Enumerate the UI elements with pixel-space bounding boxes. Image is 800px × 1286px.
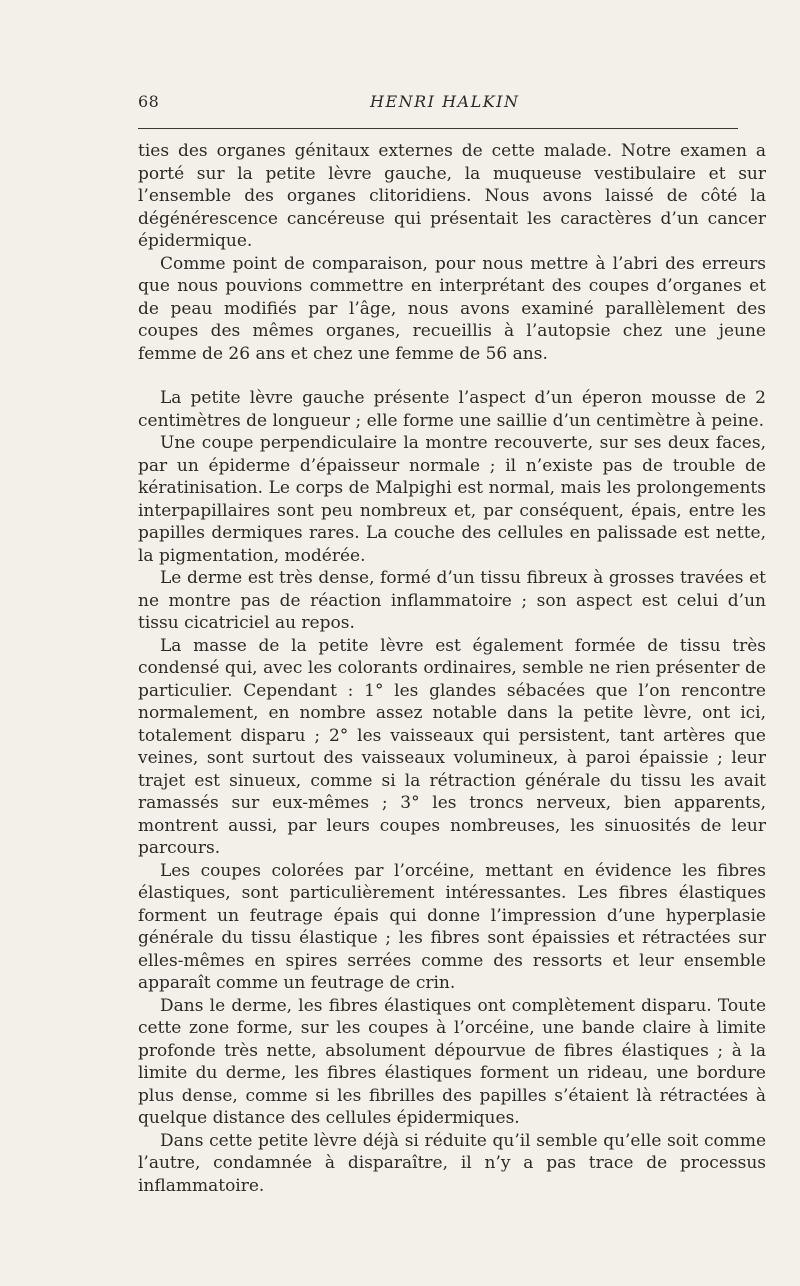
- paragraph: Comme point de comparaison, pour nous mettre à l’abri des erreurs que nous pouvions commettre en interprétant des coupes d’organes et de peau modifiés par l’âge, nous avons examiné parallèlement des coupes des mêmes organes, recueillis à l’autopsie chez une jeune femme de 26 ans et chez une femme de 56 ans.: [138, 253, 766, 364]
- page-number: 68: [138, 92, 160, 111]
- page-header: [138, 92, 738, 116]
- paragraph: La petite lèvre gauche présente l’aspect d’un éperon mousse de 2 centimètres de longueur ; elle forme une saillie d’un centimètre à peine.: [138, 388, 766, 431]
- paragraph: Dans le derme, les fibres élastiques ont complètement disparu. Toute cette zone forme, sur les coupes à l’orcéine, une bande claire à limite profonde très nette, absolument dépourvue de fibres élastiques ; à la limite du derme, les fibres élastiques forment un rideau, une bordure plus dense, comme si les fibrilles des papilles s’étaient là rétractées à quelque distance des cellules épidermiques.: [138, 995, 766, 1128]
- paragraph: Les coupes colorées par l’orcéine, mettant en évidence les fibres élastiques, sont particulièrement intéressantes. Les fibres élastiques forment un feutrage épais qui donne l’impression d’une hyperplasie générale du tissu élastique ; les fibres sont épaissies et rétractées sur elles-mêmes en spires serrées comme des ressorts et leur ensemble apparaît comme un feutrage de crin.: [138, 860, 766, 993]
- body-text: [138, 140, 766, 1197]
- paragraph: Une coupe perpendiculaire la montre recouverte, sur ses deux faces, par un épiderme d’épaisseur normale ; il n’existe pas de trouble de kératinisation. Le corps de Malpighi est normal, mais les prolongements interpapillaires sont peu nombreux et, par conséquent, épais, entre les papilles dermiques rares. La couche des cellules en palissade est nette, la pigmentation, modérée.: [138, 433, 766, 566]
- paragraph: ties des organes génitaux externes de cette malade. Notre examen a porté sur la petite lèvre gauche, la muqueuse vestibulaire et sur l’ensemble des organes clitoridiens. Nous avons laissé de côté la dégénérescence cancéreuse qui présentait les caractères d’un cancer épidermique.: [138, 141, 766, 251]
- paragraph: Le derme est très dense, formé d’un tissu fibreux à grosses travées et ne montre pas de réaction inflammatoire ; son aspect est celui d’un tissu cicatriciel au repos.: [138, 568, 766, 633]
- running-title: HENRI HALKIN: [370, 92, 520, 111]
- paragraph: La masse de la petite lèvre est également formée de tissu très condensé qui, avec les colorants ordinaires, semble ne rien présenter de particulier. Cependant : 1° les glandes sébacées que l’on rencontre normalement, en nombre assez notable dans la petite lèvre, ont ici, totalement disparu ; 2° les vaisseaux qui persistent, tant artères que veines, sont surtout des vaisseaux volumineux, à paroi épaissie ; leur trajet est sinueux, comme si la rétraction générale du tissu les avait ramassés sur eux-mêmes ; 3° les troncs nerveux, bien apparents, montrent aussi, par leurs coupes nombreuses, les sinuosités de leur parcours.: [138, 635, 766, 858]
- header-rule: [138, 128, 738, 129]
- paragraph: Dans cette petite lèvre déjà si réduite qu’il semble qu’elle soit comme l’autre, condamnée à disparaître, il n’y a pas trace de processus inflammatoire.: [138, 1130, 766, 1196]
